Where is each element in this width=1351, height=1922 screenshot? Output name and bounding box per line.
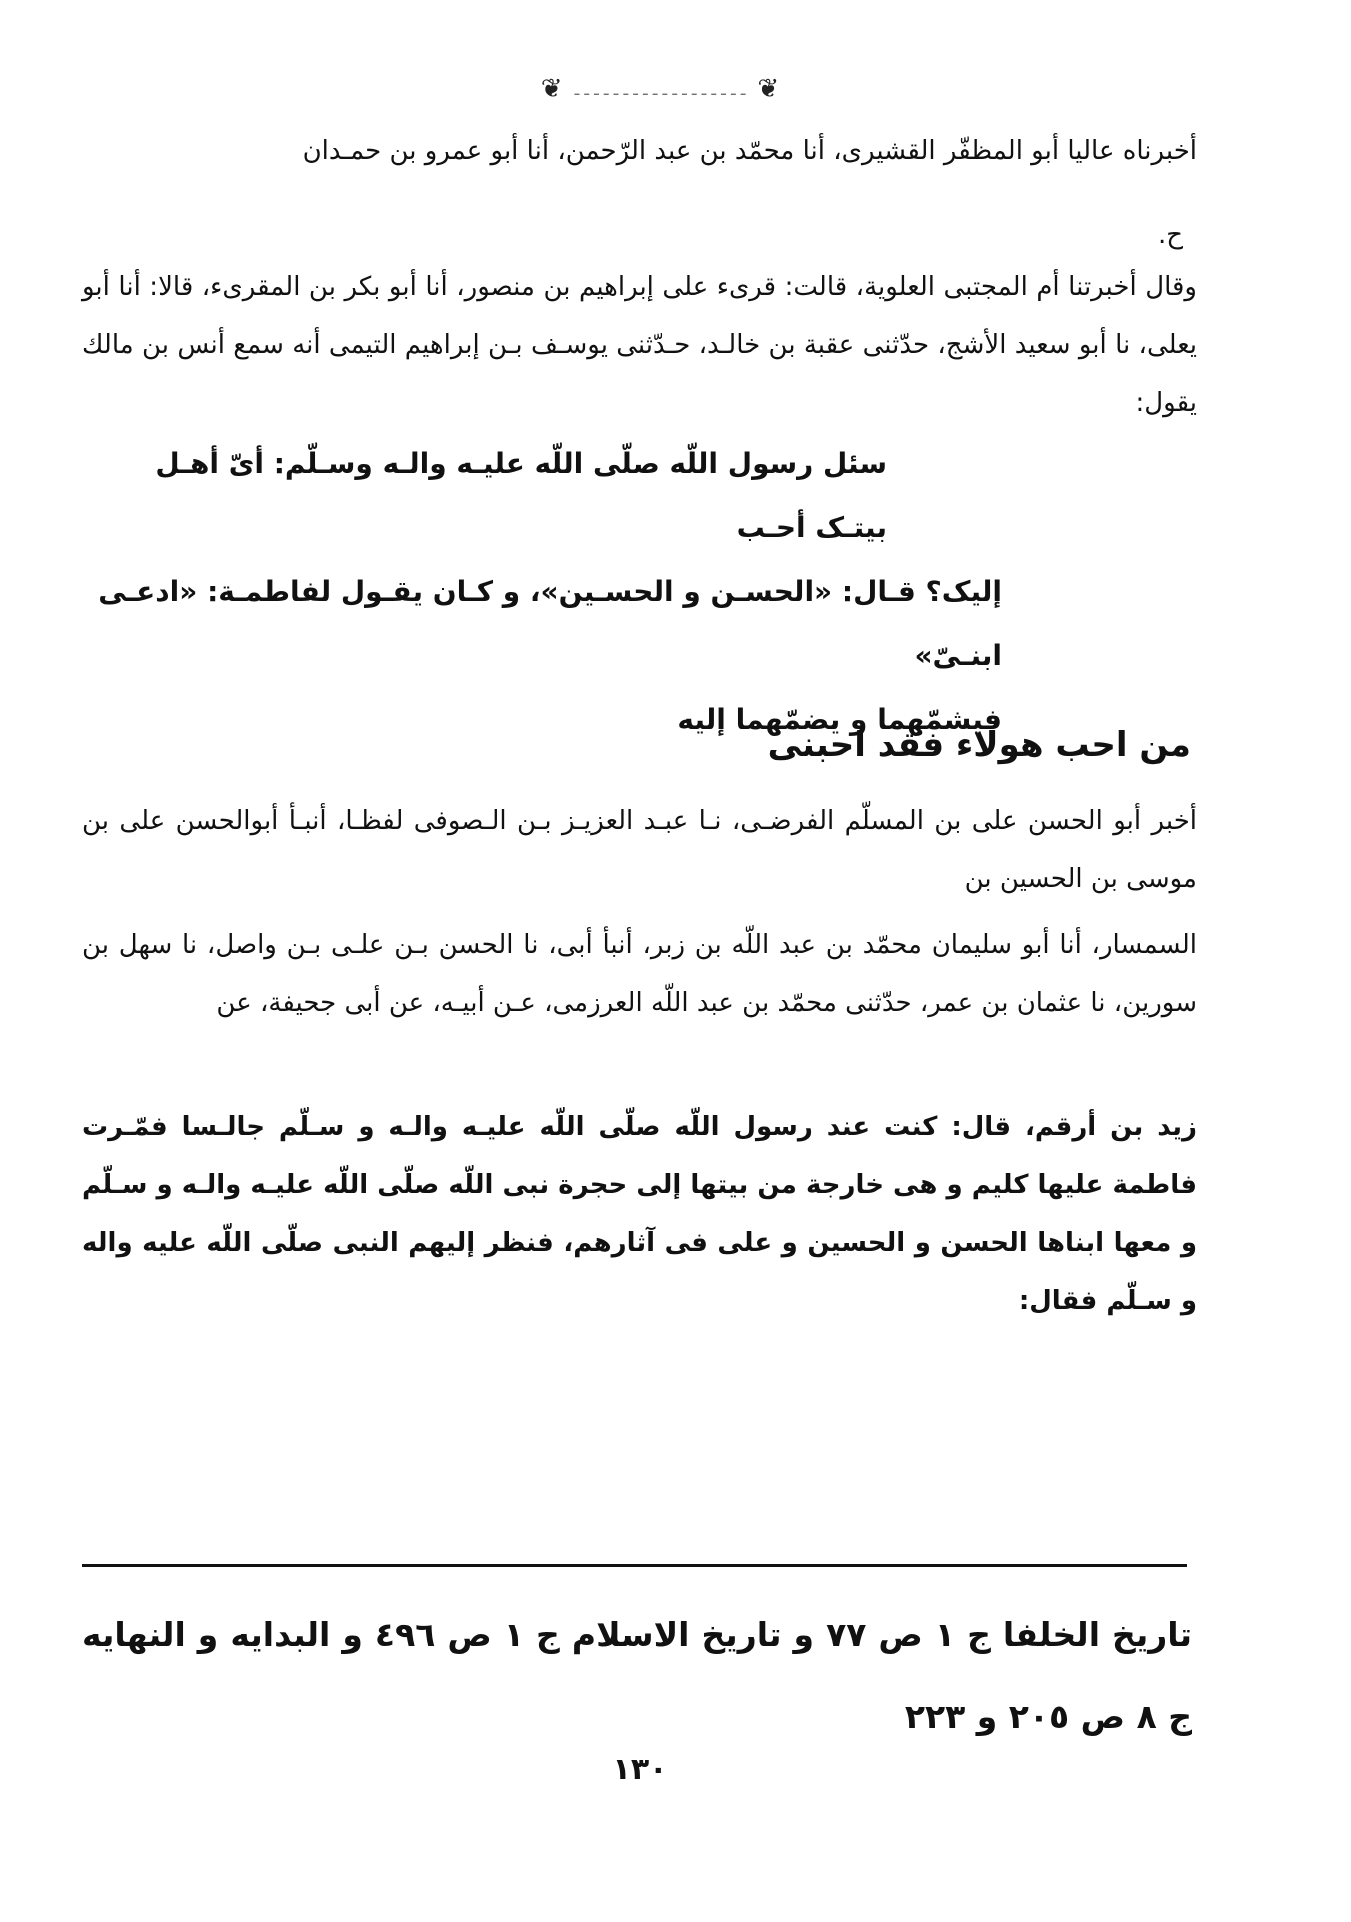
- ornament-left-icon: ❦: [540, 74, 563, 104]
- hadith-line-3: فيشمّهما و يضمّهما إليه: [677, 703, 1002, 736]
- footnote-divider: [82, 1564, 1187, 1567]
- footnote: تاريخ الخلفا ج ١ ص ٧٧ و تاريخ الاسلام ج ١ ص ٤٩٦ و البدايه و النهايه ج ٨ ص ٢٠٥ و ٢٢٣: [82, 1615, 1193, 1736]
- paragraph-chain-1: أخبرناه عاليا أبو المظفّر القشيرى، أنا محمّد بن عبد الرّحمن، أنا أبو عمرو بن حمـدان: [302, 136, 1197, 166]
- hadith-text: [82, 432, 1182, 752]
- paragraph-chain-4: السمسار، أنا أبو سليمان محمّد بن عبد اللّه بن زبر، أنبأ أبى، نا الحسن بـن علـى بـن واصل، نا سهل بن سورين، نا عثمان بن عمر، حدّثنى محمّد بن عبد اللّه العرزمى، عـن أبيـه، عن أبى جحيفة، عن: [82, 930, 1197, 1018]
- paragraph-chain-3: أخبر أبو الحسن على بن المسلّم الفرضـى، نـا عبـد العزيـز بـن الـصوفى لفظـا، أنبـأ أبوالحسن على بن موسى بن الحسين بن: [82, 806, 1197, 894]
- section-heading: من احب هولاء فقد احبنى: [767, 725, 1191, 765]
- paragraph-chain-2: وقال أخبرتنا أم المجتبى العلوية، قالت: قرىء على إبراهيم بن منصور، أنا أبو بكر بن المقرىء، قالا: أنا أبو يعلى، نا أبو سعيد الأشج، حدّثنى عقبة بن خالـد، حـدّثنى يوسـف بـن إبراهيم التيمى أنه سمع أنس بن مالك يقول:: [82, 272, 1197, 418]
- paragraph-narration: زيد بن أرقم، قال: كنت عند رسول اللّه صلّى اللّه عليـه والـه و سـلّم جالـسا فمّـرت فاطمة عليها كليم و هى خارجة من بيتها إلى حجرة نبى اللّه صلّى اللّه عليـه والـه و سـلّم و معها ابناها الحسن و الحسين و على فى آثارهم، فنظر إليهم النبى صلّى اللّه عليه واله و سـلّم فقال:: [82, 1112, 1197, 1316]
- running-header: [440, 74, 880, 104]
- ornament-right-icon: ❦: [757, 74, 780, 104]
- hadith-line-1: سئل رسول اللّه صلّى اللّه عليـه والـه وسـلّم: أىّ أهـل بيتـک أحـب: [155, 447, 887, 544]
- running-header-text: ـ ـ ـ ـ ـ ـ ـ ـ ـ ـ ـ ـ ـ ـ ـ ـ ـ ـ: [574, 79, 746, 99]
- hadith-line-2: إليک؟ قـال: «الحسـن و الحسـين»، و كـان يقـول لفاطمـة: «ادعـى ابنـىّ»: [98, 575, 1002, 672]
- paragraph-ha-marker: ح.: [1157, 220, 1183, 250]
- page-number: ١٣٠: [612, 1752, 668, 1787]
